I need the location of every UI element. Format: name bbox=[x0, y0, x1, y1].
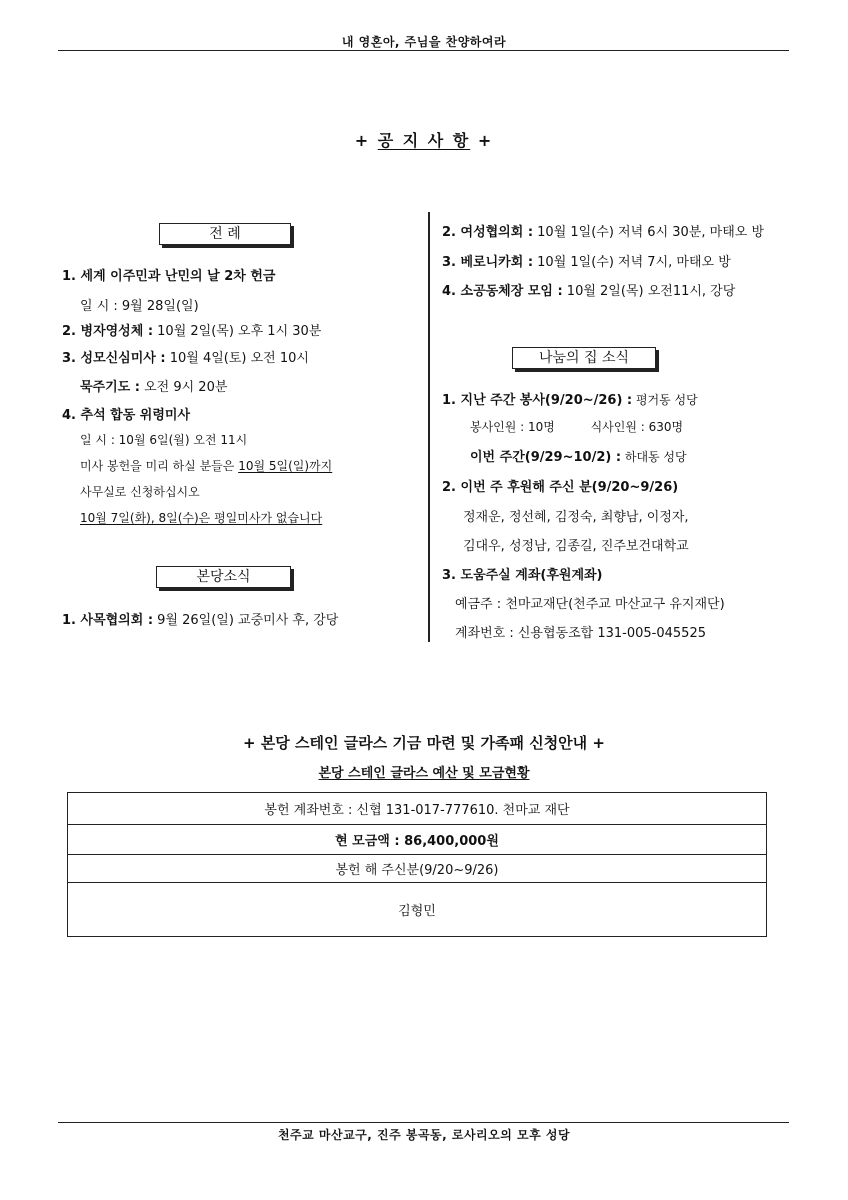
parish-news-heading: 본당소식 bbox=[156, 566, 291, 588]
parish-news-item-4-label: 4. 소공동체장 모임 : bbox=[442, 284, 563, 299]
notice-title bbox=[0, 128, 848, 151]
sharing-item-1 bbox=[442, 389, 698, 408]
parish-news-item-3-label: 3. 베로니카회 : bbox=[442, 255, 534, 270]
sharing-item-3-holder: 예금주 : 천마교재단(천주교 마산교구 유지재단) bbox=[455, 597, 725, 612]
liturgy-heading: 전 례 bbox=[159, 223, 291, 245]
header-rule bbox=[58, 50, 789, 51]
parish-news-item-3-value: 10월 1일(수) 저녁 7시, 마태오 방 bbox=[533, 255, 731, 270]
stained-glass-subtitle-text: 본당 스테인 글라스 예산 및 모금현황 bbox=[318, 766, 530, 781]
liturgy-item-2 bbox=[62, 320, 321, 339]
sharing-item-3-account: 계좌번호 : 신용협동조합 131-005-045525 bbox=[455, 626, 706, 641]
sharing-item-1-counts bbox=[470, 418, 683, 435]
fund-total: 현 모금액 : 86,400,000원 bbox=[68, 825, 767, 855]
parish-news-item-1-label: 1. 사목협의회 : bbox=[62, 613, 154, 628]
liturgy-item-3-value: 10월 4일(토) 오전 10시 bbox=[165, 351, 309, 366]
liturgy-item-4-note bbox=[80, 457, 332, 474]
fund-row-donors bbox=[68, 883, 767, 937]
liturgy-item-2-value: 10월 2일(목) 오후 1시 30분 bbox=[153, 324, 322, 339]
next-week-value: 하대동 성당 bbox=[621, 450, 687, 464]
fund-row-donors-label bbox=[68, 855, 767, 883]
notice-plus-left: + bbox=[354, 131, 371, 150]
fund-row-account bbox=[68, 793, 767, 825]
rosary-label: 묵주기도 : bbox=[80, 380, 140, 395]
sharing-item-1-next bbox=[470, 446, 687, 465]
liturgy-item-3 bbox=[62, 347, 309, 366]
footer-rule bbox=[58, 1122, 789, 1123]
sharing-item-2-donors-1: 정재운, 정선혜, 김정숙, 최향남, 이정자, bbox=[463, 510, 689, 525]
stained-glass-subtitle bbox=[0, 762, 848, 781]
liturgy-item-1-title: 1. 세계 이주민과 난민의 날 2차 헌금 bbox=[62, 269, 276, 284]
parish-news-item-3 bbox=[442, 251, 731, 270]
rosary-value: 오전 9시 20분 bbox=[139, 380, 228, 395]
sharing-item-2-donors-2: 김대우, 성정남, 김종길, 진주보건대학교 bbox=[463, 539, 689, 554]
notice-plus-right: + bbox=[477, 131, 494, 150]
liturgy-item-2-label: 2. 병자영성체 : bbox=[62, 324, 154, 339]
liturgy-item-4-deadline: 10월 5일(일)까지 bbox=[238, 459, 333, 473]
fund-table bbox=[67, 792, 767, 937]
parish-news-item-2 bbox=[442, 221, 764, 240]
fund-row-total bbox=[68, 825, 767, 855]
liturgy-item-1-date: 일 시 : 9월 28일(일) bbox=[80, 299, 199, 314]
column-divider bbox=[428, 212, 430, 642]
sharing-item-1-value: 평거동 성당 bbox=[632, 393, 698, 407]
liturgy-item-4-note-pre: 미사 봉헌을 미리 하실 분들은 bbox=[80, 459, 239, 473]
next-week-label: 이번 주간(9/29~10/2) : bbox=[470, 450, 622, 465]
sharing-item-1-label: 1. 지난 주간 봉사(9/20~/26) : bbox=[442, 393, 633, 408]
stained-glass-title: + 본당 스테인 글라스 기금 마련 및 가족패 신청안내 + bbox=[243, 734, 605, 752]
parish-news-item-4-value: 10월 2일(목) 오전11시, 강당 bbox=[562, 284, 736, 299]
header-motto: 내 영혼아, 주님을 찬양하여라 bbox=[341, 35, 507, 49]
liturgy-item-4-no-mass: 10월 7일(화), 8일(수)은 평일미사가 없습니다 bbox=[80, 511, 323, 525]
parish-news-item-1-value: 9월 26일(일) 교중미사 후, 강당 bbox=[153, 613, 339, 628]
liturgy-item-4-title: 4. 추석 합동 위령미사 bbox=[62, 408, 191, 423]
liturgy-item-3-rosary bbox=[80, 376, 227, 395]
fund-account: 봉헌 계좌번호 : 신협 131-017-777610. 천마교 재단 bbox=[68, 793, 767, 825]
parish-news-item-1 bbox=[62, 609, 338, 628]
fund-donors-label: 봉헌 해 주신분(9/20~9/26) bbox=[68, 855, 767, 883]
sharing-item-3-title: 3. 도움주실 계좌(후원계좌) bbox=[442, 568, 603, 583]
parish-news-item-2-value: 10월 1일(수) 저녁 6시 30분, 마태오 방 bbox=[533, 225, 764, 240]
notice-title-text: 공 지 사 항 bbox=[377, 131, 471, 150]
fund-donors: 김형민 bbox=[68, 883, 767, 937]
liturgy-item-4-date: 일 시 : 10월 6일(월) 오전 11시 bbox=[80, 433, 248, 447]
liturgy-item-4-office: 사무실로 신청하십시오 bbox=[80, 485, 200, 499]
liturgy-item-3-label: 3. 성모신심미사 : bbox=[62, 351, 166, 366]
meal-count: 식사인원 : 630명 bbox=[590, 420, 684, 434]
parish-news-item-2-label: 2. 여성협의회 : bbox=[442, 225, 534, 240]
footer-text: 천주교 마산교구, 진주 봉곡동, 로사리오의 모후 성당 bbox=[277, 1128, 571, 1142]
volunteer-count: 봉사인원 : 10명 bbox=[470, 420, 555, 434]
sharing-item-2-title: 2. 이번 주 후원해 주신 분(9/20~9/26) bbox=[442, 480, 679, 495]
parish-news-item-4 bbox=[442, 280, 735, 299]
sharing-heading: 나눔의 집 소식 bbox=[512, 347, 656, 369]
